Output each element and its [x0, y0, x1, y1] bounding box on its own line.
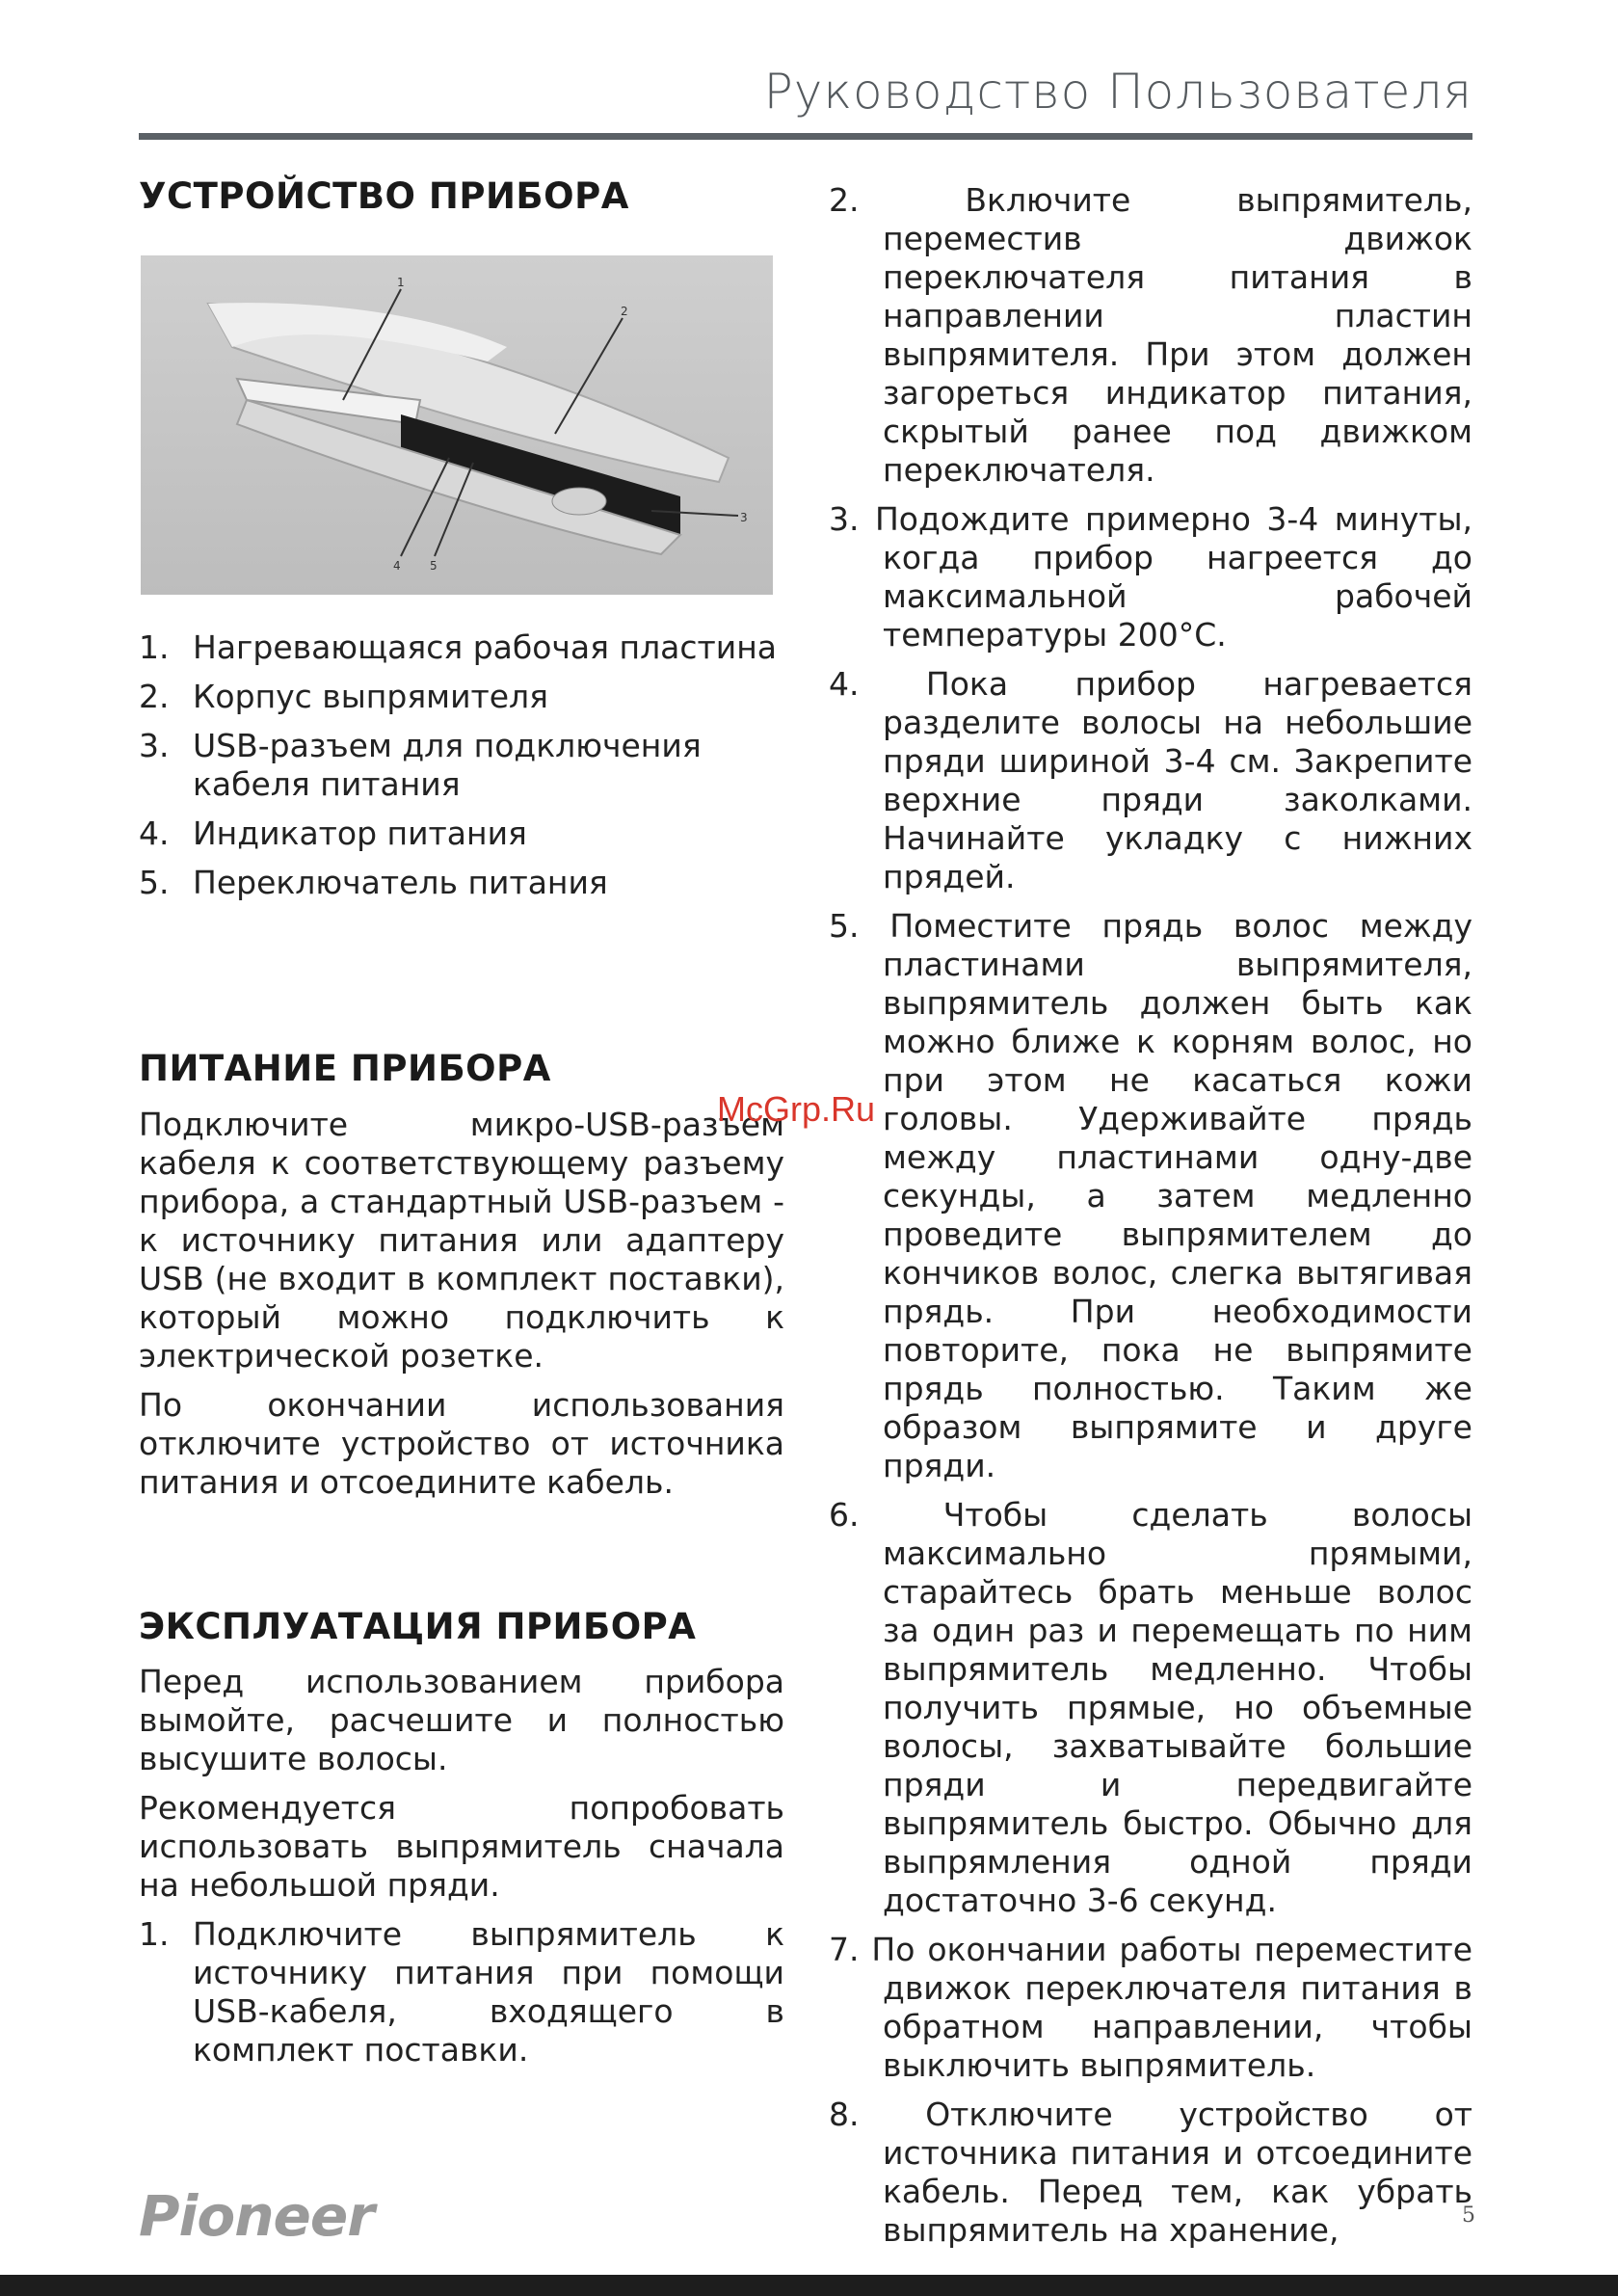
list-item-number: 1. — [139, 628, 170, 666]
power-paragraph-2: По окончании использования отключите устройство от источника питания и отсоедините кабель. — [139, 1386, 784, 1501]
list-item — [139, 727, 784, 804]
usage-heading: ЭКСПЛУАТАЦИЯ ПРИБОРА — [139, 1606, 697, 1647]
list-item-number: 1. — [139, 1915, 170, 1953]
watermark: McGrp.Ru — [717, 1089, 876, 1129]
list-item — [139, 628, 784, 667]
list-item: 6. Чтобы сделать волосы максимально прямыми, старайтесь брать меньше волос за один раз и перемещать по ним выпрямитель медленно. Чтобы получить прямые, но объемные волосы, захватывайте большие пряди и передвигайте выпрямитель быстро. Обычно для выпрямления одной пряди достаточно 3-6 секунд. — [829, 1496, 1472, 1919]
list-item: 4. Пока прибор нагревается разделите волосы на небольшие пряди шириной 3-4 см. Закрепите верхние пряди заколками. Начинайте укладку с нижних прядей. — [829, 665, 1472, 895]
list-item-text: Подключите выпрямитель к источнику питания при помощи USB-кабеля, входящего в комплект поставки. — [193, 1915, 784, 2069]
list-item-text: Корпус выпрямителя — [193, 678, 548, 715]
list-item-number: 3. — [139, 727, 170, 764]
power-paragraph-1: Подключите микро-USB-разъем кабеля к соответствующему разъему прибора, а стандартный USB-разъем - к источнику питания или адаптеру USB (не входит в комплект поставки), который можно подключить к электрической розетке. — [139, 1106, 784, 1375]
list-item: 8. Отключите устройство от источника питания и отсоедините кабель. Перед тем, как убрать выпрямитель на хранение, — [829, 2096, 1472, 2249]
list-item-text: Переключатель питания — [193, 864, 608, 901]
list-item-number: 5. — [139, 864, 170, 901]
power-section — [139, 1106, 784, 1502]
photo-label: 3 — [740, 511, 748, 524]
hair-straightener-illustration — [141, 255, 773, 595]
photo-label: 1 — [397, 276, 405, 289]
power-switch — [552, 488, 606, 515]
usage-steps-continued — [829, 181, 1472, 2250]
list-item-number: 2. — [139, 678, 170, 715]
brand-logo: Pioneer — [139, 2183, 374, 2249]
page-number: 5 — [1462, 2203, 1475, 2228]
list-item — [139, 814, 784, 853]
list-item-text: Индикатор питания — [193, 814, 527, 852]
photo-label: 2 — [621, 305, 628, 318]
page-header-title: Руководство Пользователя — [763, 64, 1472, 120]
power-heading: ПИТАНИЕ ПРИБОРА — [139, 1048, 551, 1089]
list-item-text: Нагревающаяся рабочая пластина — [193, 628, 777, 666]
usage-step-1 — [139, 1915, 784, 2069]
list-item: 7. По окончании работы переместите движок переключателя питания в обратном направлении, чтобы выключить выпрямитель. — [829, 1931, 1472, 2084]
list-item: 2. Включите выпрямитель, переместив движок переключателя питания в направлении пластин выпрямителя. При этом должен загореться индикатор питания, скрытый ранее под движком переключателя. — [829, 181, 1472, 489]
list-item-text: USB-разъем для подключения кабеля питания — [193, 727, 702, 803]
parts-list — [139, 628, 784, 902]
list-item — [139, 678, 784, 716]
list-item-number: 4. — [139, 814, 170, 852]
list-item — [139, 864, 784, 902]
usage-paragraph-1: Перед использованием прибора вымойте, расчешите и полностью высушите волосы. — [139, 1663, 784, 1777]
usage-paragraph-2: Рекомендуется попробовать использовать выпрямитель сначала на небольшой пряди. — [139, 1789, 784, 1904]
list-item: 3. Подождите примерно 3-4 минуты, когда прибор нагреется до максимальной рабочей температуры 200°С. — [829, 500, 1472, 654]
device-photo — [141, 255, 773, 595]
bottom-edge-bar — [0, 2275, 1618, 2296]
photo-label: 5 — [430, 559, 438, 573]
header-divider — [139, 133, 1472, 140]
list-item: 5. Поместите прядь волос между пластинами выпрямителя, выпрямитель должен быть как можно ближе к корням волос, но при этом не касаться кожи головы. Удерживайте прядь между пластинами одну-две секунды, а затем медленно проведите выпрямителем до кончиков волос, слегка вытягивая прядь. При необходимости повторите, пока не выпрямите прядь полностью. Таким же образом выпрямите и друге пряди. — [829, 907, 1472, 1484]
usage-section — [139, 1663, 784, 2069]
photo-label: 4 — [393, 559, 401, 573]
device-heading: УСТРОЙСТВО ПРИБОРА — [139, 175, 629, 217]
